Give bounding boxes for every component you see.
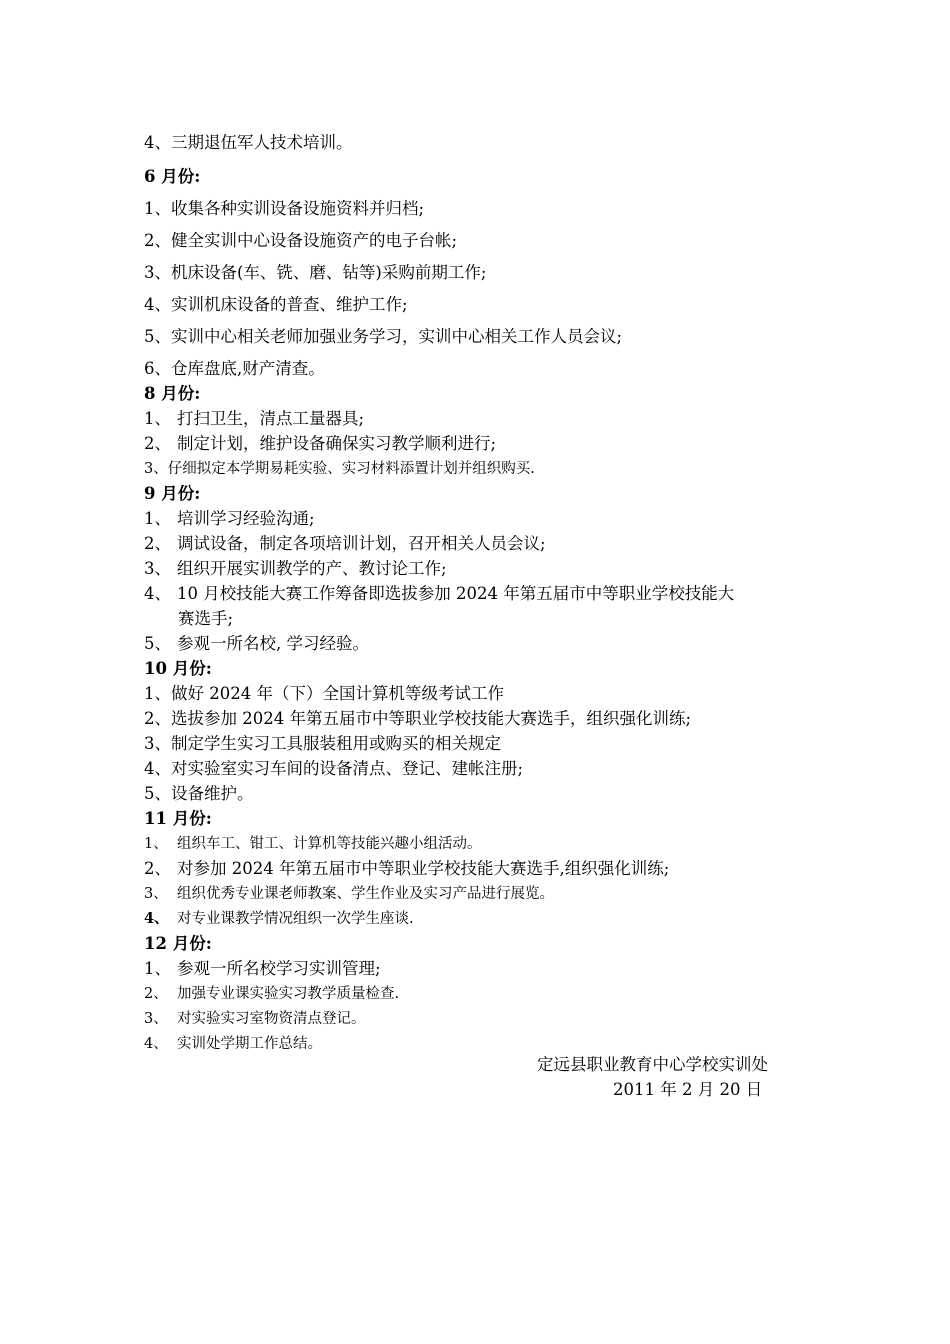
september-item-2	[144, 534, 546, 554]
october-heading: 10 月份:	[144, 659, 212, 678]
intro-item: 4、三期退伍军人技术培训。	[144, 133, 353, 152]
june-heading: 6 月份:	[144, 167, 201, 186]
june-item-1: 1、收集各种实训设备设施资料并归档;	[144, 199, 425, 218]
signature-date: 2011 年 2 月 20 日	[613, 1080, 763, 1099]
item-text: 打扫卫生，清点工量器具;	[177, 409, 365, 428]
item-text: 实训处学期工作总结。	[177, 1036, 322, 1052]
item-text: 制定计划，维护设备确保实习教学顺利进行;	[177, 434, 497, 453]
item-number: 3、	[144, 1011, 168, 1027]
october-item-5: 5、设备维护。	[144, 784, 254, 803]
item-number: 1、	[144, 509, 171, 528]
november-item-4	[144, 909, 414, 929]
june-item-6: 6、仓库盘底,财产清查。	[144, 359, 325, 378]
october-item-1: 1、做好 2024 年（下）全国计算机等级考试工作	[144, 684, 504, 703]
december-item-1	[144, 959, 381, 979]
item-number: 3、	[144, 886, 168, 902]
item-text: 参观一所名校, 学习经验。	[177, 634, 369, 653]
december-item-3	[144, 1009, 366, 1029]
september-item-4	[144, 584, 734, 604]
item-number: 2、	[144, 859, 171, 878]
october-item-4: 4、对实验室实习车间的设备清点、登记、建帐注册;	[144, 759, 524, 778]
august-heading: 8 月份:	[144, 384, 201, 403]
signature-organization: 定远县职业教育中心学校实训处	[537, 1055, 768, 1074]
item-number: 1、	[144, 836, 168, 852]
item-text: 调试设备，制定各项培训计划，召开相关人员会议;	[177, 534, 546, 553]
item-text: 加强专业课实验实习教学质量检查.	[177, 986, 400, 1002]
item-text: 对专业课教学情况组织一次学生座谈.	[177, 911, 414, 927]
item-number: 2、	[144, 534, 171, 553]
item-text: 培训学习经验沟通;	[177, 509, 315, 528]
item-text: 组织优秀专业课老师教案、学生作业及实习产品进行展览。	[177, 886, 554, 902]
june-item-3: 3、机床设备(车、铣、磨、钻等)采购前期工作;	[144, 263, 487, 282]
item-number: 4、	[144, 910, 169, 927]
june-item-2: 2、健全实训中心设备设施资产的电子台帐;	[144, 231, 458, 250]
item-text: 对实验实习室物资清点登记。	[177, 1011, 366, 1027]
item-number: 1、	[144, 409, 171, 428]
june-item-4: 4、实训机床设备的普查、维护工作;	[144, 295, 408, 314]
item-text: 组织车工、钳工、计算机等技能兴趣小组活动。	[177, 836, 482, 852]
december-item-4	[144, 1034, 322, 1054]
item-number: 4、	[144, 584, 171, 603]
item-number: 2、	[144, 986, 168, 1002]
november-heading: 11 月份:	[144, 809, 212, 828]
item-text: 参观一所名校学习实训管理;	[177, 959, 381, 978]
november-item-2	[144, 859, 669, 879]
item-text: 10 月校技能大赛工作筹备即选拔参加 2024 年第五届市中等职业学校技能大	[177, 584, 735, 603]
september-item-5	[144, 634, 369, 654]
september-item-4-continued: 赛选手;	[178, 609, 234, 628]
item-number: 5、	[144, 634, 171, 653]
august-item-3: 3、仔细拟定本学期易耗实验、实习材料添置计划并组织购买.	[144, 461, 535, 477]
october-item-2: 2、选拔参加 2024 年第五届市中等职业学校技能大赛选手，组织强化训练;	[144, 709, 692, 728]
item-number: 1、	[144, 959, 171, 978]
june-item-5: 5、实训中心相关老师加强业务学习，实训中心相关工作人员会议;	[144, 327, 623, 346]
september-item-1	[144, 509, 315, 529]
september-item-3	[144, 559, 447, 579]
november-item-3	[144, 884, 554, 904]
august-item-2	[144, 434, 496, 454]
item-number: 2、	[144, 434, 171, 453]
november-item-1	[144, 834, 482, 854]
october-item-3: 3、制定学生实习工具服装租用或购买的相关规定	[144, 734, 501, 753]
august-item-1	[144, 409, 364, 429]
item-number: 3、	[144, 559, 171, 578]
item-text: 对参加 2024 年第五届市中等职业学校技能大赛选手,组织强化训练;	[177, 859, 670, 878]
september-heading: 9 月份:	[144, 484, 201, 503]
december-item-2	[144, 984, 399, 1004]
december-heading: 12 月份:	[144, 934, 212, 953]
item-text: 组织开展实训教学的产、教讨论工作;	[177, 559, 447, 578]
item-number: 4、	[144, 1036, 168, 1052]
